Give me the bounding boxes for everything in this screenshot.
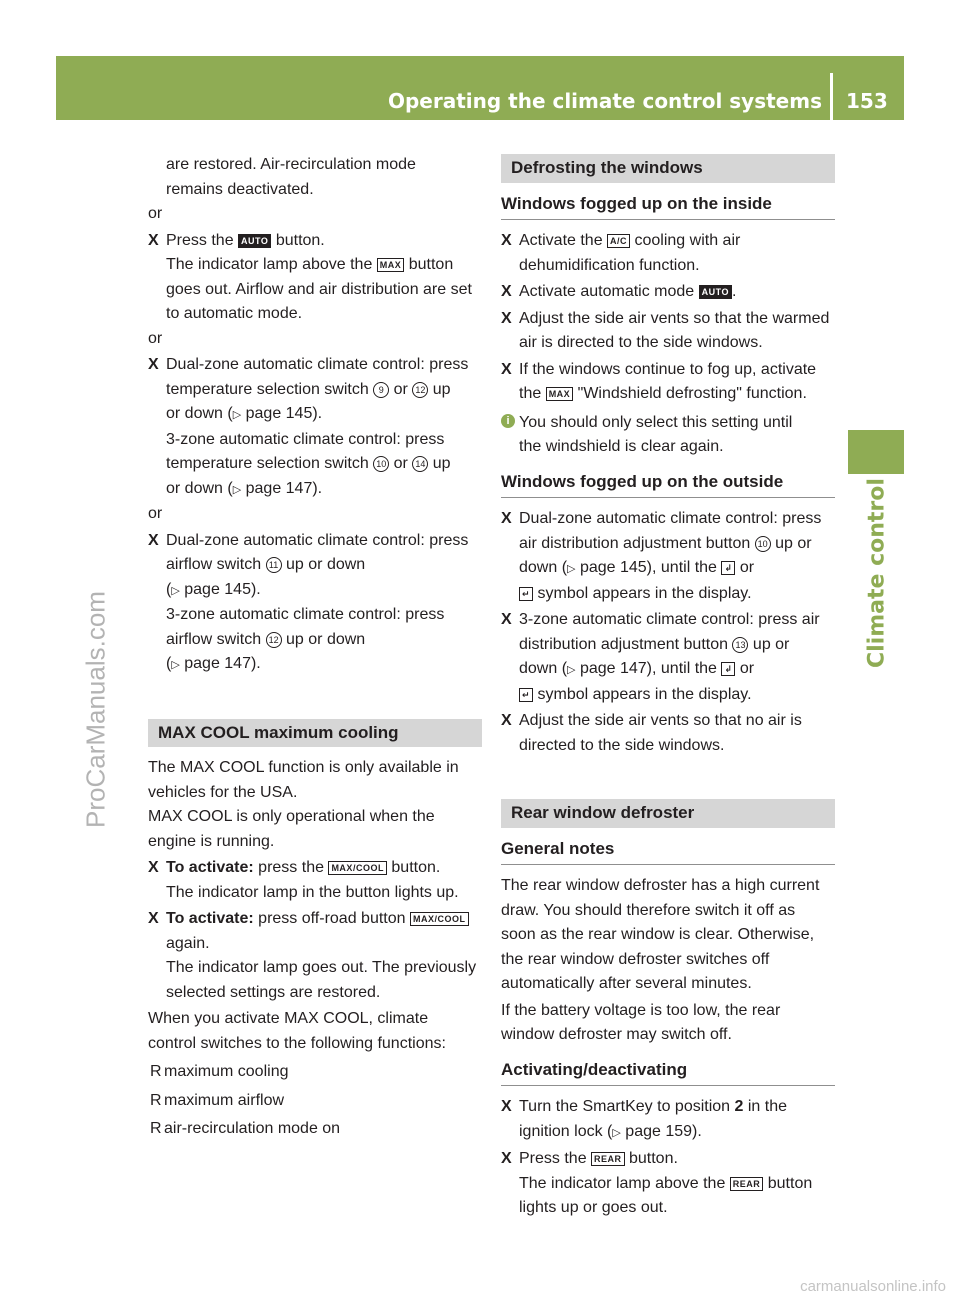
windshield-defrost-max-icon: MAX (546, 387, 574, 401)
text-line: down (▷ page 147), until the ↲ or (519, 660, 755, 677)
text-line: temperature selection switch 10 or 14 up (166, 455, 451, 472)
section-heading: Defrosting the windows (501, 154, 835, 183)
callout-11-icon: 11 (266, 557, 282, 573)
ac-button-icon: A/C (607, 234, 630, 248)
text-line: lights up or goes out. (519, 1199, 668, 1216)
or-label: or (148, 329, 163, 347)
max-cool-icon: MAX/COOL (410, 912, 469, 926)
text-line: vehicles for the USA. (148, 783, 298, 801)
text-line: 3-zone automatic climate control: press (166, 606, 445, 623)
text-line: automatically after several minutes. (501, 975, 752, 992)
text-line: (▷ page 147). (166, 655, 261, 672)
instruction-step: X Turn the SmartKey to position 2 in the (501, 1096, 835, 1119)
text-line: draw. You should therefore switch it off as (501, 901, 796, 919)
text-line: The indicator lamp goes out. The previously (166, 959, 477, 976)
text-line: dehumidification function. (519, 256, 700, 274)
step-arrow-icon: X (148, 231, 159, 249)
instruction-step: X To activate: press off-road button MAX/COOL (148, 908, 482, 931)
section-heading: Rear window defroster (501, 799, 835, 828)
text-line: engine is running. (148, 832, 275, 850)
step-arrow-icon: X (148, 356, 159, 373)
callout-12-icon: 12 (412, 382, 428, 398)
instruction-step: X Press the AUTO button. (148, 230, 482, 253)
text-line: remains deactivated. (166, 180, 314, 198)
instruction-step: X If the windows continue to fog up, activate (501, 359, 835, 382)
text-line: ↵ symbol appears in the display. (519, 583, 835, 606)
windshield-defrost-max-icon: MAX (377, 258, 405, 272)
text-line: The indicator lamp above the MAX button (166, 256, 454, 273)
subsection-heading: Windows fogged up on the inside (501, 193, 835, 221)
list-item: R maximum cooling (148, 1061, 482, 1084)
or-label: or (148, 505, 163, 522)
step-arrow-icon: X (501, 283, 512, 300)
air-side-windows-icon: ↲ (721, 561, 735, 575)
instruction-step: X Adjust the side air vents so that the warmed (501, 308, 835, 331)
text-line: or down (▷ page 147). (166, 479, 323, 497)
bullet-icon: R (150, 1091, 162, 1109)
list-item: R air-recirculation mode on (148, 1118, 482, 1141)
rear-defrost-icon: REAR (591, 1152, 625, 1166)
instruction-step: X Dual-zone automatic climate control: press (148, 530, 482, 553)
step-arrow-icon: X (501, 611, 512, 628)
instruction-step: X Press the REAR button. (501, 1148, 835, 1171)
auto-button-icon: AUTO (699, 285, 732, 299)
page-ref-triangle-icon: ▷ (612, 1126, 621, 1139)
step-arrow-icon: X (148, 531, 159, 549)
text-line: If the battery voltage is too low, the rear (501, 1001, 781, 1019)
instruction-step: X To activate: press the MAX/COOL button. (148, 857, 482, 880)
air-side-windows-icon: ↲ (721, 662, 735, 676)
text-line: the rear window defroster switches off (501, 950, 770, 968)
text-line: ignition lock (▷ page 159). (519, 1122, 702, 1140)
text-line: The indicator lamp above the REAR button (519, 1174, 813, 1192)
text-line: selected settings are restored. (166, 983, 381, 1001)
step-arrow-icon: X (501, 309, 512, 327)
page-ref-triangle-icon: ▷ (171, 584, 180, 597)
section-heading: MAX COOL maximum cooling (148, 719, 482, 748)
text-line: directed to the side windows. (519, 736, 725, 754)
text-line: again. (166, 934, 210, 952)
air-both-directions-icon: ↵ (519, 688, 533, 702)
subsection-heading: Windows fogged up on the outside (501, 471, 835, 499)
rear-defrost-icon: REAR (730, 1177, 764, 1191)
page-ref-triangle-icon: ▷ (567, 664, 576, 676)
right-column (501, 154, 835, 1222)
step-arrow-icon: X (501, 712, 512, 729)
list-item: R maximum airflow (148, 1090, 482, 1113)
text-line: the MAX "Windshield defrosting" function. (519, 385, 807, 402)
instruction-step: X Adjust the side air vents so that no air is (501, 710, 835, 733)
step-arrow-icon: X (148, 910, 159, 927)
side-tab-marker (848, 430, 904, 474)
callout-14-icon: 14 (412, 456, 428, 472)
page-ref-triangle-icon: ▷ (232, 409, 242, 421)
page-ref-triangle-icon: ▷ (171, 659, 180, 671)
bullet-icon: R (150, 1063, 162, 1080)
instruction-step: X Activate the A/C cooling with air (501, 230, 835, 253)
text-line: airflow switch 11 up or down (166, 556, 366, 573)
subsection-heading: Activating/deactivating (501, 1059, 835, 1087)
text-line: are restored. Air-recirculation mode (166, 156, 416, 173)
instruction-step: X Dual-zone automatic climate control: press (501, 508, 835, 531)
callout-13-icon: 13 (732, 637, 748, 653)
text-line: to automatic mode. (166, 305, 303, 322)
info-note: i You should only select this setting until (501, 412, 835, 435)
page-header-title: Operating the climate control systems (387, 89, 822, 113)
header-separator (830, 73, 833, 121)
info-icon: i (501, 414, 515, 428)
air-both-directions-icon: ↵ (519, 587, 533, 601)
text-line: goes out. Airflow and air distribution are set (166, 280, 472, 298)
side-tab-label: Climate control (864, 478, 890, 668)
instruction-step: X 3-zone automatic climate control: press air (501, 609, 835, 632)
step-arrow-icon: X (501, 510, 512, 527)
text-line: the windshield is clear again. (519, 438, 724, 455)
page-number: 153 (846, 89, 888, 113)
callout-9-icon: 9 (373, 382, 389, 398)
text-line: (▷ page 145). (166, 580, 261, 598)
step-arrow-icon: X (148, 859, 159, 876)
step-arrow-icon: X (501, 1150, 512, 1167)
text-line: The MAX COOL function is only available in (148, 759, 459, 776)
step-arrow-icon: X (501, 1098, 512, 1115)
text-line: The rear window defroster has a high current (501, 877, 820, 894)
text-line: air is directed to the side windows. (519, 334, 763, 351)
text-line: MAX COOL is only operational when the (148, 808, 435, 825)
text-line: down (▷ page 145), until the ↲ or (519, 559, 755, 576)
left-column (148, 154, 482, 1143)
max-cool-icon: MAX/COOL (328, 861, 387, 875)
text-line: window defroster may switch off. (501, 1026, 732, 1043)
text-line: or down (▷ page 145). (166, 405, 323, 422)
subsection-heading: General notes (501, 838, 835, 866)
bullet-icon: R (150, 1120, 162, 1137)
text-line: The indicator lamp in the button lights up. (166, 883, 459, 901)
auto-button-icon: AUTO (238, 234, 271, 248)
text-line: ↵ symbol appears in the display. (519, 684, 835, 707)
page-ref-triangle-icon: ▷ (567, 563, 576, 575)
text-line: soon as the rear window is clear. Otherwise, (501, 926, 815, 943)
or-label: or (148, 205, 163, 222)
text-line: When you activate MAX COOL, climate (148, 1010, 429, 1027)
callout-10-icon: 10 (755, 536, 771, 552)
step-arrow-icon: X (501, 232, 512, 249)
instruction-step: X Activate automatic mode AUTO . (501, 281, 835, 304)
page-ref-triangle-icon: ▷ (232, 483, 242, 496)
instruction-step: X Dual-zone automatic climate control: press (148, 354, 482, 377)
text-line: 3-zone automatic climate control: press (166, 430, 445, 448)
text-line: distribution adjustment button 13 up or (519, 635, 790, 653)
watermark-left: ProCarManuals.com (80, 591, 111, 829)
watermark-bottom: carmanualsonline.info (800, 1278, 946, 1295)
text-line: temperature selection switch 9 or 12 up (166, 380, 451, 398)
callout-10-icon: 10 (373, 456, 389, 472)
step-arrow-icon: X (501, 360, 512, 378)
text-line: control switches to the following functions: (148, 1034, 446, 1052)
callout-12-icon: 12 (266, 632, 282, 648)
text-line: air distribution adjustment button 10 up or (519, 534, 812, 552)
text-line: airflow switch 12 up or down (166, 630, 366, 648)
